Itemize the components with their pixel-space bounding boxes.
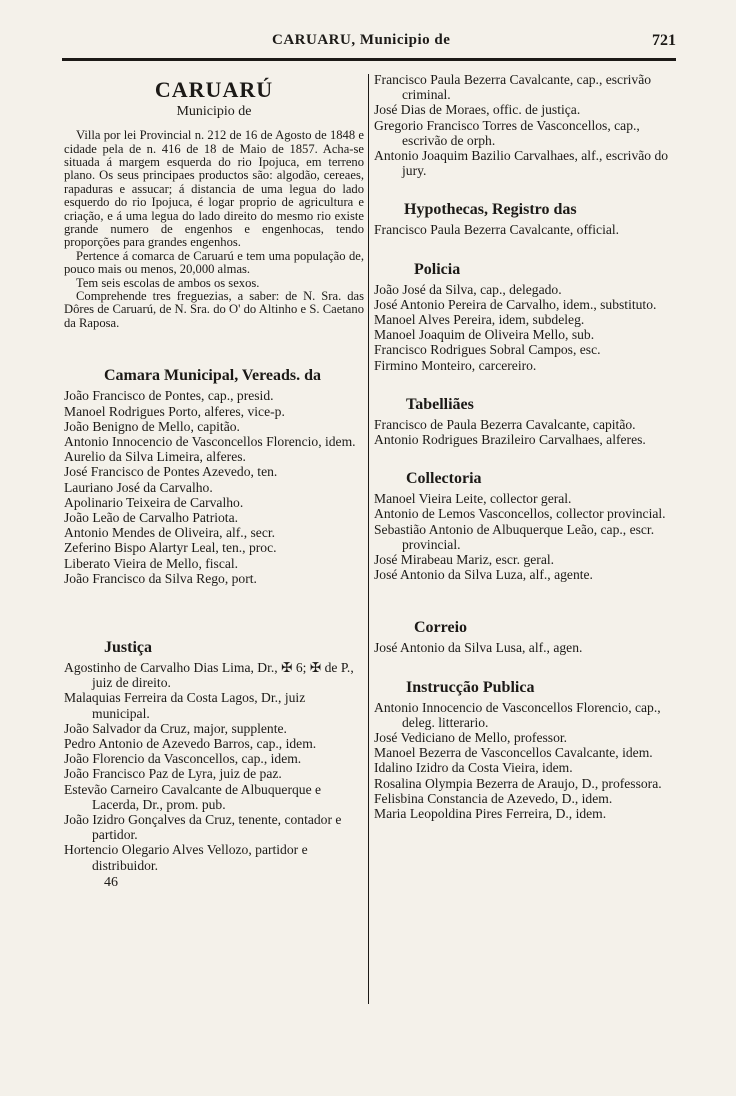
list-item: Apolinario Teixeira de Carvalho. — [64, 494, 244, 510]
intro-paragraph: Villa por lei Provincial n. 212 de 16 de Agosto de 1848 e cidade pela de n. 416 de 18 de Maio de 1857. Acha-se situada á margem esquerda do rio Ipojuca, em terreno plano. Os seus principaes productos são: algodão, cereaes, rapaduras e assucar; á distancia de uma legua do lado esquerdo do rio Ipojuca, é logar proprio de agricultura e criação, e á uma legua do lado direito do mesmo rio existe grande numero de engenhos e engenhocas, tendo proporções para grandes engenhos. — [64, 128, 364, 250]
list-item: Malaquias Ferreira da Costa Lagos, Dr., juiz municipal. — [64, 690, 306, 721]
running-header — [62, 30, 676, 52]
column-divider — [368, 74, 369, 1004]
instruccao-list — [374, 700, 678, 822]
intro-paragraph: Pertence á comarca de Caruarú e tem uma população de, pouco mais ou menos, 20,000 almas. — [64, 248, 364, 277]
list-item: José Dias de Moraes, offic. de justiça. — [374, 102, 581, 118]
intro-text — [64, 129, 364, 330]
list-item: Francisco de Paula Bezerra Cavalcante, capitão. — [374, 416, 636, 432]
running-title: CARUARU, Municipio de — [272, 32, 451, 48]
list-item: João Francisco Paz de Lyra, juiz de paz. — [64, 766, 282, 782]
list-item: José Mirabeau Mariz, escr. geral. — [374, 552, 555, 568]
list-item: Antonio Mendes de Oliveira, alf., secr. — [64, 525, 276, 541]
list-item: Pedro Antonio de Azevedo Barros, cap., idem. — [64, 735, 317, 751]
signature-mark: 46 — [104, 874, 118, 890]
list-item: Antonio Innocencio de Vasconcellos Florencio, cap., deleg. litterario. — [374, 699, 661, 730]
list-item: Maria Leopoldina Pires Ferreira, D., idem. — [374, 806, 607, 822]
section-heading-correio: Correio — [414, 619, 468, 637]
list-item: Felisbina Constancia de Azevedo, D., idem. — [374, 790, 613, 806]
header-rule — [62, 58, 676, 61]
list-item: João Benigno de Mello, capitão. — [64, 418, 240, 434]
list-item: Hortencio Olegario Alves Vellozo, partidor e distribuidor. — [64, 842, 308, 873]
municipality-title: CARUARÚ — [154, 77, 274, 102]
list-item: Francisco Rodrigues Sobral Campos, esc. — [374, 342, 601, 358]
intro-paragraph: Comprehende tres freguezias, a saber: de N. Sra. das Dôres de Caruarú, de N. Sra. do O' do Altinho e S. Caetano da Raposa. — [64, 289, 364, 330]
section-heading-hypothecas: Hypothecas, Registro das — [404, 201, 577, 219]
list-item: Firmino Monteiro, carcereiro. — [374, 357, 537, 373]
list-item: José Francisco de Pontes Azevedo, ten. — [64, 464, 278, 480]
section-heading-policia: Policia — [414, 260, 461, 278]
list-item: Sebastião Antonio de Albuquerque Leão, cap., escr. provincial. — [374, 521, 655, 552]
list-item: Estevão Carneiro Cavalcante de Albuquerque e Lacerda, Dr., prom. pub. — [64, 781, 322, 812]
list-item: João Izidro Gonçalves da Cruz, tenente, contador e partidor. — [64, 811, 342, 843]
list-item: José Antonio Pereira de Carvalho, idem., substituto. — [374, 296, 657, 312]
page-number: 721 — [652, 32, 676, 49]
intro-paragraph: Tem seis escolas de ambos os sexos. — [76, 275, 260, 290]
list-item: Antonio de Lemos Vasconcellos, collector provincial. — [374, 506, 666, 522]
list-item: João Francisco de Pontes, cap., presid. — [64, 388, 274, 404]
camara-list — [64, 388, 364, 586]
list-item: Antonio Innocencio de Vasconcellos Florencio, idem. — [64, 433, 356, 449]
section-heading-justica: Justiça — [104, 638, 152, 656]
list-item: Manoel Alves Pereira, idem, subdeleg. — [374, 312, 585, 328]
list-item: José Antonio da Silva Lusa, alf., agen. — [374, 640, 583, 656]
list-item: Manoel Bezerra de Vasconcellos Cavalcante, idem. — [374, 745, 653, 761]
section-heading-instruccao: Instrucção Publica — [406, 678, 535, 696]
list-item: Aurelio da Silva Limeira, alferes. — [64, 449, 246, 465]
municipality-subtitle: Municipio de — [176, 104, 252, 119]
collectoria-list — [374, 491, 678, 582]
list-item: Francisco Paula Bezerra Cavalcante, cap., escrivão criminal. — [374, 72, 652, 103]
list-item: Idalino Izidro da Costa Vieira, idem. — [374, 760, 573, 776]
list-item: João Florencio da Vasconcellos, cap., idem. — [64, 751, 302, 767]
list-item: João Salvador da Cruz, major, supplente. — [64, 720, 287, 736]
list-item: João Leão de Carvalho Patriota. — [64, 509, 239, 525]
list-item: José Vediciano de Mello, professor. — [374, 730, 568, 746]
list-item: Manoel Rodrigues Porto, alferes, vice-p. — [64, 403, 285, 419]
justica-continued-list — [374, 72, 678, 178]
list-item: Antonio Rodrigues Brazileiro Carvalhaes, alferes. — [374, 432, 646, 448]
right-column — [374, 72, 678, 821]
list-item: Rosalina Olympia Bezerra de Araujo, D., professora. — [374, 775, 662, 791]
list-item: Lauriano José da Carvalho. — [64, 479, 213, 495]
list-item: Antonio Joaquim Bazilio Carvalhaes, alf., escrivão do jury. — [374, 148, 669, 179]
list-item: José Antonio da Silva Luza, alf., agente. — [374, 567, 593, 583]
list-item: Gregorio Francisco Torres de Vasconcellos, cap., escrivão de orph. — [374, 117, 640, 148]
left-column — [64, 72, 364, 890]
list-item: João Francisco da Silva Rego, port. — [64, 570, 257, 586]
list-item: Zeferino Bispo Alartyr Leal, ten., proc. — [64, 540, 277, 556]
list-item: Manoel Vieira Leite, collector geral. — [374, 491, 572, 507]
list-item: Agostinho de Carvalho Dias Lima, Dr., ✠ 6; ✠ de P., juiz de direito. — [64, 659, 354, 691]
tabelliaes-list — [374, 417, 678, 447]
section-heading-collectoria: Collectoria — [406, 470, 482, 488]
policia-list — [374, 282, 678, 373]
list-item: João José da Silva, cap., delegado. — [374, 281, 562, 297]
list-item: Francisco Paula Bezerra Cavalcante, official. — [374, 222, 620, 238]
justica-list — [64, 660, 364, 873]
list-item: Manoel Joaquim de Oliveira Mello, sub. — [374, 327, 595, 343]
list-item: Liberato Vieira de Mello, fiscal. — [64, 555, 239, 571]
section-heading-tabelliaes: Tabelliães — [406, 395, 474, 413]
section-heading-camara: Camara Municipal, Vereads. da — [104, 367, 322, 385]
